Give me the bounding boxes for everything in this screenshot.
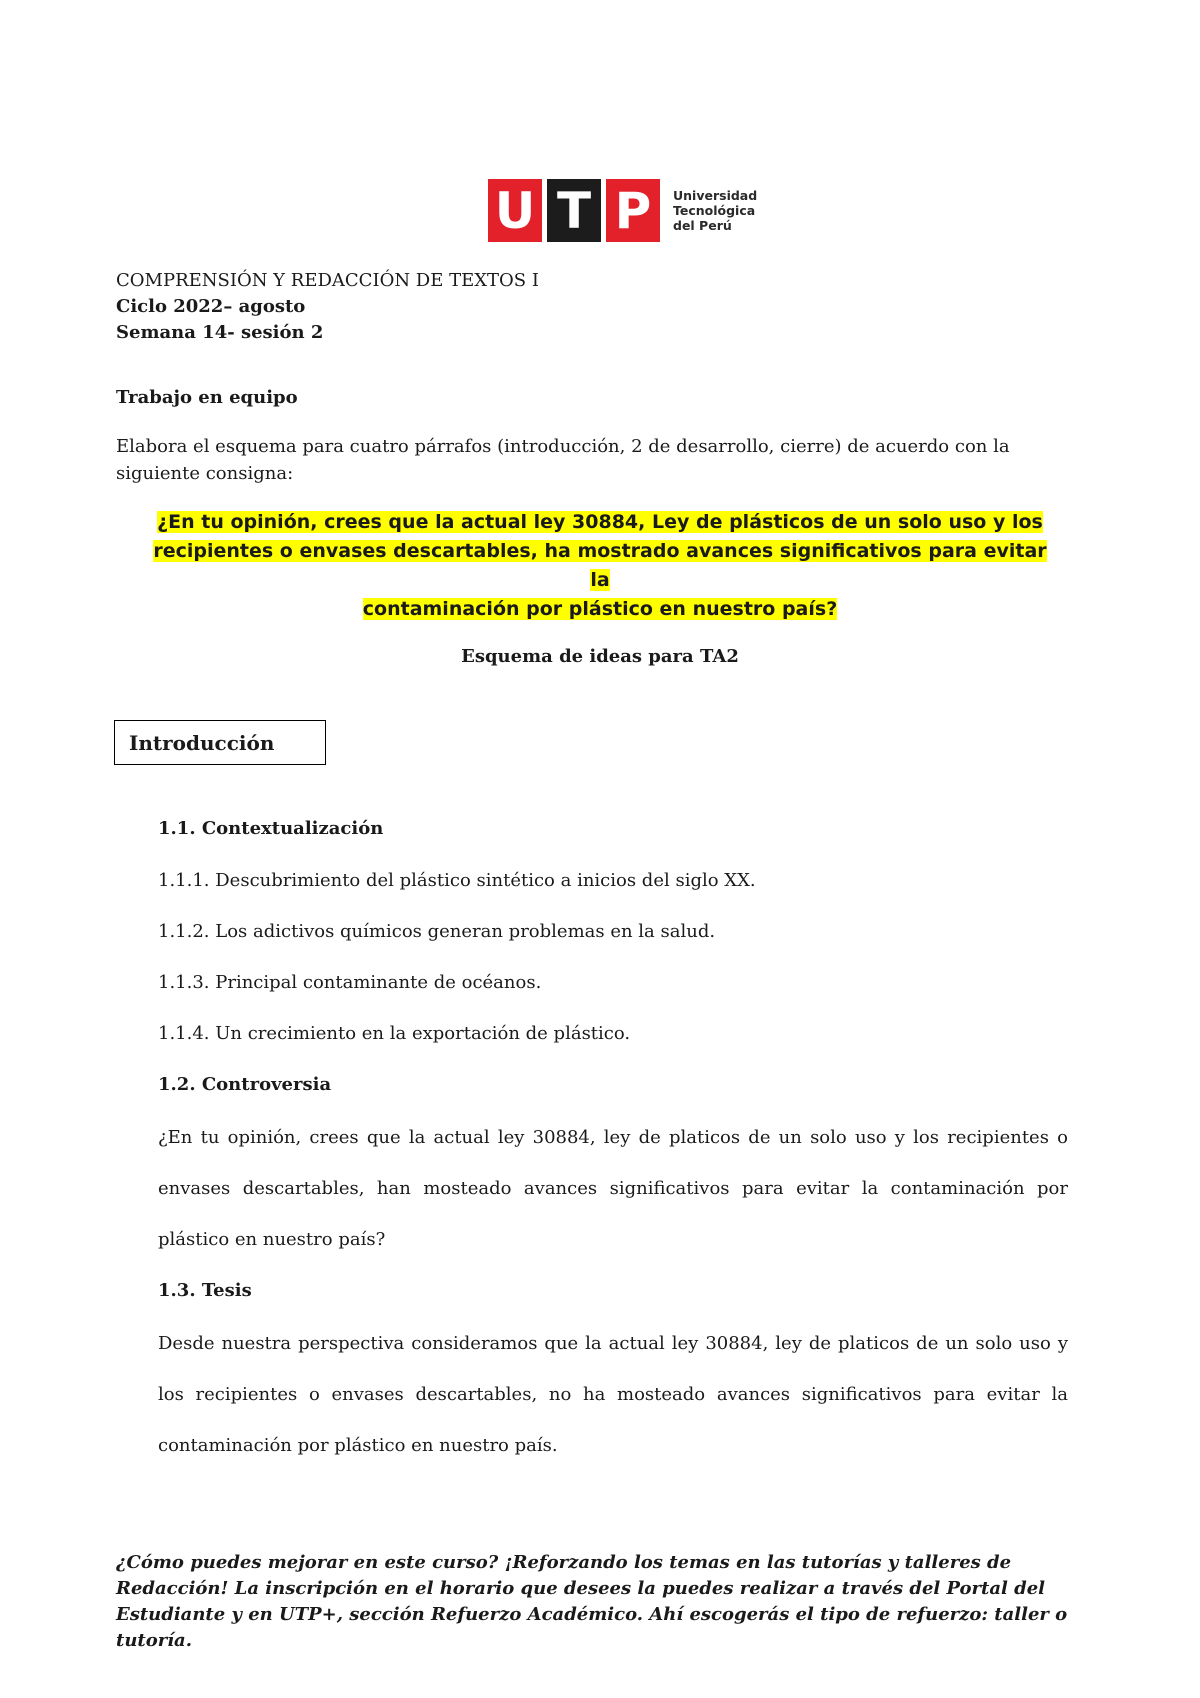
logo-line-3: del Perú: [673, 218, 732, 233]
logo-letter-u: U: [488, 179, 542, 242]
list-item: 1.1.1. Descubrimiento del plástico sintético a inicios del siglo XX.: [158, 870, 756, 891]
footer-note: ¿Cómo puedes mejorar en este curso? ¡Reforzando los temas en las tutorías y talleres de Redacción! La inscripción en el horario que desees la puedes realizar a través del Portal del Estudiante y en UTP+, sección Refuerzo Académico. Ahí escogerás el tipo de refuerzo: taller o tutoría.: [116, 1552, 1068, 1651]
scheme-title: Esquema de ideas para TA2: [461, 646, 739, 667]
list-item: 1.1.4. Un crecimiento en la exportación de plástico.: [158, 1023, 631, 1044]
cycle-label: Ciclo 2022– agosto: [116, 296, 306, 317]
logo-text: [673, 188, 757, 233]
course-title: COMPRENSIÓN Y REDACCIÓN DE TEXTOS I: [116, 270, 539, 291]
task-title: Trabajo en equipo: [116, 387, 298, 408]
list-item: 1.1.3. Principal contaminante de océanos.: [158, 972, 542, 993]
utp-logo: [488, 179, 757, 242]
instructions-text: Elabora el esquema para cuatro párrafos (introducción, 2 de desarrollo, cierre) de acuerdo con la siguiente consigna:: [116, 436, 1010, 484]
thesis-text: Desde nuestra perspectiva consideramos que la actual ley 30884, ley de platicos de un solo uso y los recipientes o envases descartables, no ha mosteado avances significativos para evitar la contaminación por plástico en nuestro país.: [158, 1333, 1068, 1456]
highlighted-question: [150, 508, 1050, 624]
thesis-heading: 1.3. Tesis: [158, 1280, 252, 1301]
logo-letter-t: T: [547, 179, 601, 242]
question-line-2: recipientes o envases descartables, ha mostrado avances significativos para evitar la: [153, 540, 1047, 591]
contextualization-heading: 1.1. Contextualización: [158, 818, 384, 839]
week-label: Semana 14- sesión 2: [116, 322, 324, 343]
logo-letter-p: P: [606, 179, 660, 242]
logo-line-1: Universidad: [673, 188, 758, 203]
question-line-3: contaminación por plástico en nuestro país?: [362, 598, 838, 620]
controversy-text: ¿En tu opinión, crees que la actual ley 30884, ley de platicos de un solo uso y los recipientes o envases descartables, han mosteado avances significativos para evitar la contaminación por plástico en nuestro país?: [158, 1127, 1068, 1250]
question-line-1: ¿En tu opinión, crees que la actual ley 30884, Ley de plásticos de un solo uso y los: [157, 511, 1043, 533]
logo-letters: [488, 179, 665, 242]
controversy-heading: 1.2. Controversia: [158, 1074, 332, 1095]
section-box-introduction: Introducción: [114, 720, 326, 765]
logo-line-2: Tecnológica: [673, 203, 756, 218]
list-item: 1.1.2. Los adictivos químicos generan problemas en la salud.: [158, 921, 716, 942]
